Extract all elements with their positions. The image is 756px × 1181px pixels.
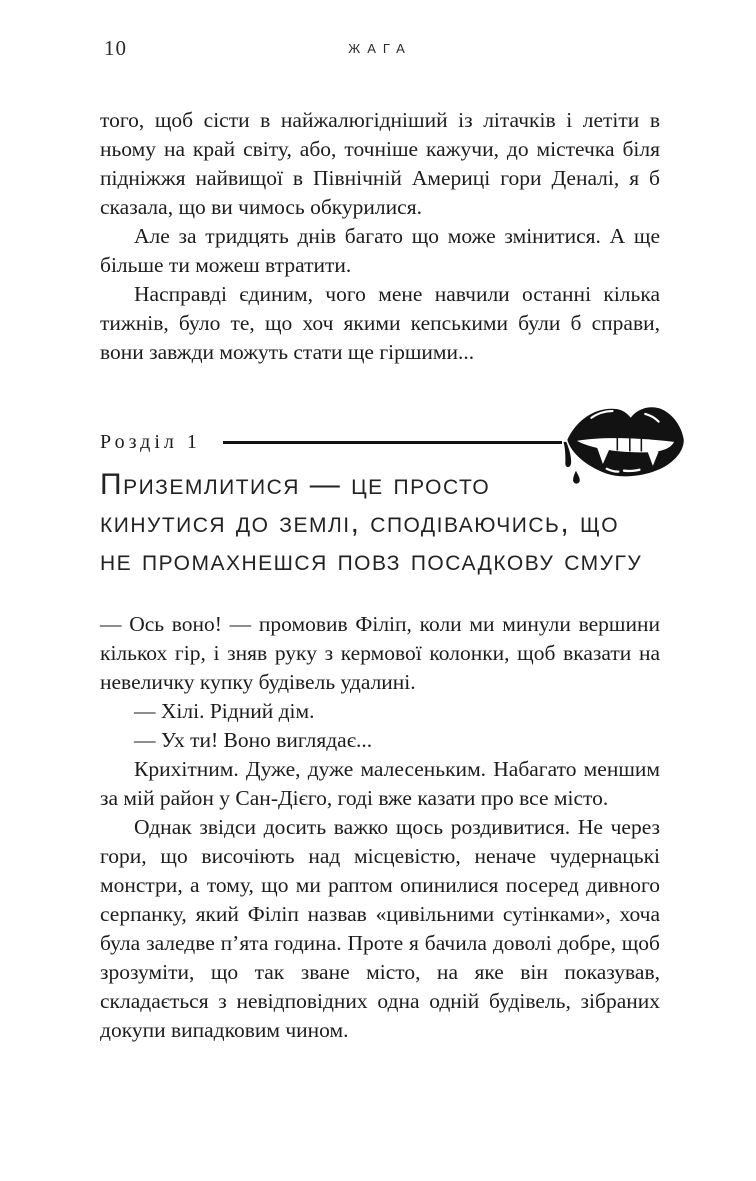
chapter-body-text	[100, 610, 660, 1045]
chapter-title-line: не промахнешся повз посадкову смугу	[100, 544, 643, 577]
page-header	[100, 36, 660, 64]
intro-text-block	[100, 106, 660, 367]
chapter-rule-line	[223, 441, 562, 444]
chapter-label: Розділ 1	[100, 430, 201, 453]
paragraph: — Хілі. Рідний дім.	[134, 699, 315, 723]
chapter-title	[100, 466, 700, 580]
paragraph: — Ось воно! — промовив Філіп, коли ми минули вершини кількох гір, і зняв руку з кермової колонки, щоб вказати на невеличку купку будівель удалині.	[100, 612, 660, 694]
running-head: жага	[348, 37, 412, 58]
paragraph: — Ух ти! Воно виглядає...	[134, 728, 373, 752]
page-number: 10	[104, 36, 127, 60]
paragraph: Крихітним. Дуже, дуже малесеньким. Набагато меншим за мій район у Сан-Дієго, годі вже казати про все місто.	[100, 757, 660, 810]
paragraph: Насправді єдиним, чого мене навчили останні кілька тижнів, було те, що хоч якими кепськими були б справи, вони завжди можуть стати ще гіршими...	[100, 282, 660, 364]
paragraph: Але за тридцять днів багато що може змінитися. А ще більше ти можеш втратити.	[100, 224, 660, 277]
paragraph: Однак звідси досить важко щось роздивитися. Не через гори, що височіють над місцевістю, неначе чудернацькі монстри, а тому, що ми раптом опинилися посеред дивного серпанку, який Філіп назвав «цивільними сутінками», хоча була заледве п’ята година. Проте я бачила доволі добре, щоб зрозуміти, що так зване місто, на яке він показував, складається з невідповідних одна одній будівель, зібраних докупи випадковим чином.	[100, 815, 660, 1042]
chapter-title-line: Приземлитися — це просто	[100, 468, 491, 501]
paragraph: того, щоб сісти в найжалюгідніший із літачків і летіти в ньому на край світу, або, точніше кажучи, до містечка біля підніжжя найвищої в Північній Америці гори Деналі, я б сказала, що ви чимось обкурилися.	[100, 108, 660, 219]
chapter-title-line: кинутися до землі, сподіваючись, що	[100, 506, 620, 539]
